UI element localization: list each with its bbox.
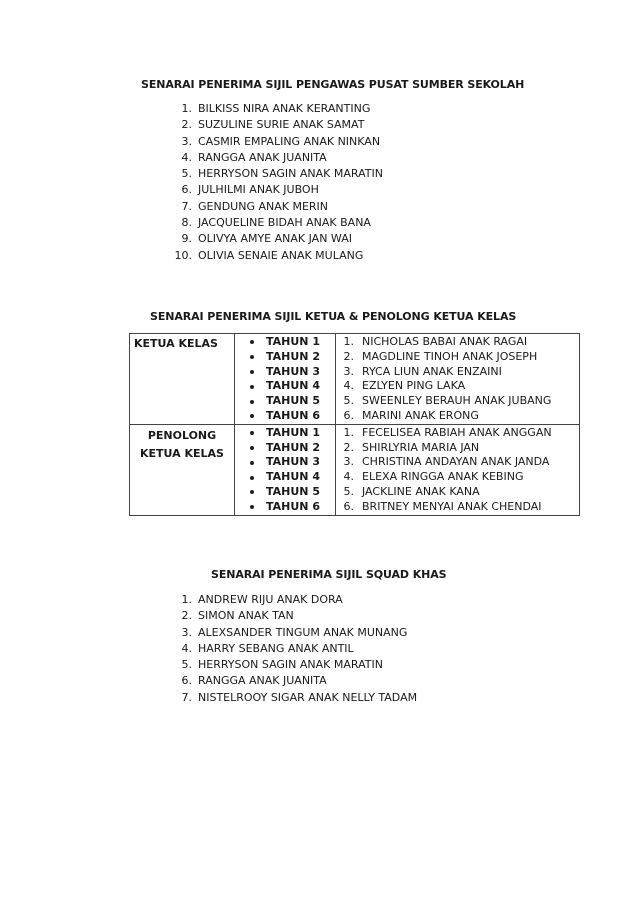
item-name: CASMIR EMPALING ANAK NINKAN bbox=[198, 134, 381, 148]
year-label: TAHUN 6 bbox=[266, 408, 320, 422]
item-name: EZLYEN PING LAKA bbox=[362, 379, 466, 393]
item-name: JACQUELINE BIDAH ANAK BANA bbox=[198, 216, 371, 230]
bullet-icon bbox=[250, 370, 254, 374]
list-item bbox=[172, 608, 417, 624]
list-item bbox=[172, 215, 383, 231]
item-name: RANGGA ANAK JUANITA bbox=[198, 674, 327, 688]
item-number: 10. bbox=[174, 248, 192, 262]
item-name: OLIVIA SENAIE ANAK MULANG bbox=[198, 248, 364, 262]
item-number: 6. bbox=[181, 674, 192, 688]
section3-title: SENARAI PENERIMA SIJIL SQUAD KHAS bbox=[211, 568, 447, 581]
item-name: SWEENLEY BERAUH ANAK JUBANG bbox=[362, 394, 552, 408]
list-item bbox=[336, 350, 579, 365]
year-item bbox=[235, 485, 335, 500]
year-item bbox=[235, 426, 335, 441]
penolong-label-line2: KETUA KELAS bbox=[140, 446, 224, 460]
item-number: 4. bbox=[181, 150, 192, 164]
item-number: 4. bbox=[181, 641, 192, 655]
item-number: 6. bbox=[343, 408, 354, 422]
item-name: OLIVYA AMYE ANAK JAN WAI bbox=[198, 232, 352, 246]
year-item bbox=[235, 500, 335, 515]
item-number: 5. bbox=[181, 658, 192, 672]
item-number: 1. bbox=[343, 425, 354, 439]
list-item bbox=[336, 470, 579, 485]
bullet-icon bbox=[250, 355, 254, 359]
list-item bbox=[336, 455, 579, 470]
list-item bbox=[172, 117, 383, 133]
list-item bbox=[172, 182, 383, 198]
list-item bbox=[336, 379, 579, 394]
year-label: TAHUN 5 bbox=[266, 484, 320, 498]
list-item bbox=[336, 409, 579, 424]
item-name: BRITNEY MENYAI ANAK CHENDAI bbox=[362, 499, 542, 513]
table-row bbox=[130, 424, 580, 515]
item-name: RYCA LIUN ANAK ENZAINI bbox=[362, 364, 502, 378]
year-label: TAHUN 1 bbox=[266, 425, 320, 439]
section2-title: SENARAI PENERIMA SIJIL KETUA & PENOLONG KETUA KELAS bbox=[150, 310, 517, 323]
item-name: NICHOLAS BABAI ANAK RAGAI bbox=[362, 335, 528, 348]
item-number: 2. bbox=[181, 118, 192, 132]
item-number: 8. bbox=[181, 216, 192, 230]
item-number: 6. bbox=[181, 183, 192, 197]
list-item bbox=[336, 394, 579, 409]
item-name: RANGGA ANAK JUANITA bbox=[198, 150, 327, 164]
item-name: ALEXSANDER TINGUM ANAK MUNANG bbox=[198, 625, 408, 639]
item-name: CHRISTINA ANDAYAN ANAK JANDA bbox=[362, 455, 550, 469]
item-number: 4. bbox=[343, 470, 354, 484]
penolong-label-line1: PENOLONG bbox=[147, 428, 217, 442]
item-number: 3. bbox=[181, 134, 192, 148]
item-number: 1. bbox=[343, 335, 354, 348]
item-number: 5. bbox=[343, 394, 354, 408]
year-label: TAHUN 2 bbox=[266, 440, 320, 454]
list-item bbox=[336, 500, 579, 515]
bullet-icon bbox=[250, 431, 254, 435]
item-number: 7. bbox=[181, 690, 192, 704]
item-number: 3. bbox=[181, 625, 192, 639]
list-item bbox=[172, 641, 417, 657]
section1-title: SENARAI PENERIMA SIJIL PENGAWAS PUSAT SUMBER SEKOLAH bbox=[141, 78, 525, 91]
list-item bbox=[336, 485, 579, 500]
year-label: TAHUN 6 bbox=[266, 499, 320, 513]
list-item bbox=[336, 335, 579, 350]
bullet-icon bbox=[250, 490, 254, 494]
list-item bbox=[172, 673, 417, 689]
item-name: HERRYSON SAGIN ANAK MARATIN bbox=[198, 167, 383, 181]
item-number: 2. bbox=[343, 440, 354, 454]
year-item bbox=[235, 394, 335, 409]
list-item bbox=[172, 134, 383, 150]
list-item bbox=[172, 101, 383, 117]
item-name: SUZULINE SURIE ANAK SAMAT bbox=[198, 118, 365, 132]
ketua-kelas-label: KETUA KELAS bbox=[130, 334, 235, 425]
item-name: HARRY SEBANG ANAK ANTIL bbox=[198, 641, 354, 655]
item-number: 3. bbox=[343, 455, 354, 469]
year-item bbox=[235, 409, 335, 424]
list-item bbox=[172, 231, 383, 247]
item-number: 3. bbox=[343, 364, 354, 378]
penolong-names-cell bbox=[336, 424, 580, 515]
list-item bbox=[172, 625, 417, 641]
penolong-years-cell bbox=[235, 424, 336, 515]
section3-list bbox=[172, 592, 417, 706]
item-name: ELEXA RINGGA ANAK KEBING bbox=[362, 470, 524, 484]
item-name: HERRYSON SAGIN ANAK MARATIN bbox=[198, 658, 383, 672]
list-item bbox=[336, 426, 579, 441]
ketua-kelas-table bbox=[129, 333, 580, 516]
item-number: 2. bbox=[181, 609, 192, 623]
item-number: 5. bbox=[343, 484, 354, 498]
bullet-icon bbox=[250, 505, 254, 509]
item-name: ANDREW RIJU ANAK DORA bbox=[198, 593, 343, 606]
ketua-years-cell bbox=[235, 334, 336, 425]
item-number: 5. bbox=[181, 167, 192, 181]
bullet-icon bbox=[250, 400, 254, 404]
bullet-icon bbox=[250, 461, 254, 465]
item-number: 6. bbox=[343, 499, 354, 513]
list-item bbox=[172, 150, 383, 166]
ketua-names-cell bbox=[336, 334, 580, 425]
year-label: TAHUN 3 bbox=[266, 364, 320, 378]
item-name: SIMON ANAK TAN bbox=[198, 609, 294, 623]
year-item bbox=[235, 441, 335, 456]
year-label: TAHUN 2 bbox=[266, 349, 320, 363]
list-item bbox=[172, 690, 417, 706]
list-item bbox=[336, 365, 579, 380]
year-item bbox=[235, 350, 335, 365]
year-item bbox=[235, 455, 335, 470]
list-item bbox=[336, 441, 579, 456]
item-name: GENDUNG ANAK MERIN bbox=[198, 199, 329, 213]
item-number: 1. bbox=[181, 593, 192, 606]
list-item bbox=[172, 248, 383, 264]
item-name: BILKISS NIRA ANAK KERANTING bbox=[198, 102, 371, 115]
item-number: 4. bbox=[343, 379, 354, 393]
item-name: SHIRLYRIA MARIA JAN bbox=[362, 440, 480, 454]
year-label: TAHUN 5 bbox=[266, 394, 320, 408]
year-label: TAHUN 1 bbox=[266, 335, 320, 348]
bullet-icon bbox=[250, 446, 254, 450]
item-name: NISTELROOY SIGAR ANAK NELLY TADAM bbox=[198, 690, 418, 704]
year-item bbox=[235, 365, 335, 380]
item-name: FECELISEA RABIAH ANAK ANGGAN bbox=[362, 425, 552, 439]
list-item bbox=[172, 199, 383, 215]
item-number: 1. bbox=[181, 102, 192, 115]
year-label: TAHUN 4 bbox=[266, 379, 320, 393]
item-name: JULHILMI ANAK JUBOH bbox=[198, 183, 319, 197]
item-name: MAGDLINE TINOH ANAK JOSEPH bbox=[362, 349, 538, 363]
year-item bbox=[235, 470, 335, 485]
table-row bbox=[130, 334, 580, 425]
section1-list bbox=[172, 101, 383, 264]
list-item bbox=[172, 657, 417, 673]
year-item bbox=[235, 335, 335, 350]
year-label: TAHUN 3 bbox=[266, 455, 320, 469]
penolong-ketua-label bbox=[130, 424, 235, 515]
list-item bbox=[172, 592, 417, 608]
bullet-icon bbox=[250, 385, 254, 389]
year-item bbox=[235, 379, 335, 394]
item-name: MARINI ANAK ERONG bbox=[362, 408, 479, 422]
year-label: TAHUN 4 bbox=[266, 470, 320, 484]
bullet-icon bbox=[250, 476, 254, 480]
item-number: 2. bbox=[343, 349, 354, 363]
item-number: 9. bbox=[181, 232, 192, 246]
bullet-icon bbox=[250, 340, 254, 344]
item-name: JACKLINE ANAK KANA bbox=[362, 484, 480, 498]
bullet-icon bbox=[250, 414, 254, 418]
list-item bbox=[172, 166, 383, 182]
item-number: 7. bbox=[181, 199, 192, 213]
